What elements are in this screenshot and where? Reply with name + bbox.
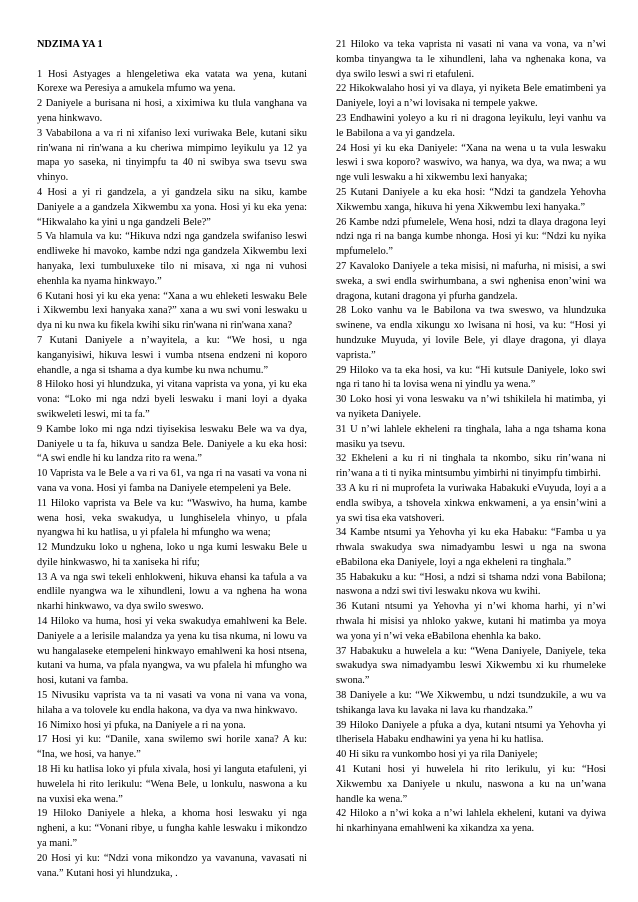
verse-paragraph: 32 Ekheleni a ku ri ni tinghala ta nkombo, siku rin’wana ni rin’wana a ti ti nyika mintsumbu yimbirhi ni tinyimpfu timbirhi.: [336, 453, 606, 480]
verse-paragraph: 16 Nimixo hosi yi pfuka, na Daniyele a ri na yona.: [37, 719, 246, 731]
verse-paragraph: 38 Daniyele a ku: “We Xikwembu, u ndzi tsundzukile, a wu va tshikanga lava ku lavaka ni lava ku rhandzaka.”: [336, 690, 606, 716]
verse-paragraph: 19 Hiloko Daniyele a hleka, a khoma hosi leswaku yi nga ngheni, a ku: “Vonani ribye, u fungha kahle leswaku i mikondzo ya mani.”: [37, 808, 307, 850]
verse-paragraph: 17 Hosi yi ku: “Danile, xana swilemo swi horile xana? A ku: “Ina, we hosi, va hanye.”: [37, 734, 307, 761]
verse-paragraph: 33 A ku ri ni muprofeta la vuriwaka Habakuki eVuyuda, loyi a a endla swibya, a tshovela xinkwa enkwameni, a ya ensin’wini a ya swi tisa eka vatshoveri.: [336, 482, 606, 524]
verse-paragraph: 1 Hosi Astyages a hlengeletiwa eka vatata wa yena, kutani Korexe wa Peresiya a amukela mfumo wa yena.: [37, 68, 307, 95]
two-column-layout: [37, 38, 606, 881]
verse-paragraph: 4 Hosi a yi ri gandzela, a yi gandzela siku na siku, kambe Daniyele a a gandzela Xikwembu xa yona. Hosi yi ku eka yena: “Hikwalaho ka yini u nga gandzeli Bele?”: [37, 186, 307, 228]
verse-paragraph: 14 Hiloko va huma, hosi yi veka swakudya emahlweni ka Bele. Daniyele a a lerisile malandza ya yena ku tisa nkuma, ni lowu va wu hangalaseke etempeleni hinkwayo emahlweni ka hosi ntsena, kutani va huma, va pfala nyangwa, va wu pfalela hi mfungho wa hosi, kutani va famba.: [37, 616, 307, 687]
verse-paragraph: 22 Hikokwalaho hosi yi va dlaya, yi nyiketa Bele ematimbeni ya Daniyele, loyi a n’wi lovisaka ni tempele yakwe.: [336, 83, 606, 110]
verse-paragraph: 34 Kambe ntsumi ya Yehovha yi ku eka Habaku: “Famba u ya rhwala swakudya swa nimadyambu leswi u nga na swona eBabilona eka Daniyele, loyi a nga ekheleni ra tinghala.”: [336, 527, 606, 568]
verse-paragraph: 7 Kutani Daniyele a n’wayitela, a ku: “We hosi, u nga kanganyisiwi, hikuva leswi i vumba ntsena endzeni ni koporo ehandle, a nga si tshama a dya kumbe ku nwa nchumu.”: [37, 334, 307, 376]
verse-paragraph: 12 Mundzuku loko u nghena, loko u nga kumi leswaku Bele u dyile hinkwaswo, hi ta xaniseka hi rifu;: [37, 542, 307, 568]
verse-paragraph: 5 Va hlamula va ku: “Hikuva ndzi nga gandzela swifaniso leswi endliweke hi mavoko, kambe ndzi nga gandzela Xikwembu lexi hanyaka, lexi tumbuluxeke tilo ni misava, xi nga ni vuhosi ehenhla ka nyama hinkwayo.”: [37, 231, 307, 287]
chapter-title: NDZIMA YA 1: [37, 39, 103, 50]
verse-paragraph: 31 U n’wi lahlele ekheleni ra tinghala, laha a nga tshama kona masiku ya tsevu.: [336, 423, 606, 450]
verse-paragraph: 3 Vababilona a va ri ni xifaniso lexi vuriwaka Bele, kutani siku rin'wana ni rin'wana a ku cheriwa mimpimo leyikulu ya 12 ya mapa yo saseka, ni tinyimpfu ta 40 ni swibya swa tsevu swa vhinyo.: [37, 127, 307, 184]
verse-paragraph: 25 Kutani Daniyele a ku eka hosi: “Ndzi ta gandzela Yehovha Xikwembu xanga, hikuva hi yena Xikwembu lexi hanyaka.”: [336, 186, 606, 213]
verse-paragraph: 18 Hi ku hatlisa loko yi pfula xivala, hosi yi languta etafuleni, yi huwelela hi rito lerikulu: “Wena Bele, u lonkulu, naswona a ku na vuxisi eka wena.”: [37, 764, 307, 805]
verse-paragraph: 27 Kavaloko Daniyele a teka misisi, ni mafurha, ni misisi, a swi sweka, a swi endla swirhumbana, a swi nghenisa enon’wini wa dragona, kutani dragona yi pfurha gandzela.: [336, 260, 606, 302]
verse-paragraph: 36 Kutani ntsumi ya Yehovha yi n’wi khoma harhi, yi n’wi rhwala hi misisi ya nhloko yakwe, kutani hi matimba ya moya wa yona yi n’wi veka eBabilona ehenhla ka bako.: [336, 601, 606, 642]
verse-paragraph: 35 Habakuku a ku: “Hosi, a ndzi si tshama ndzi vona Babilona; naswona a ndzi swi tivi leswaku nkova wu kwihi.: [336, 571, 606, 598]
verse-paragraph: 41 Kutani hosi yi huwelela hi rito lerikulu, yi ku: “Hosi Xikwembu xa Daniyele u nkulu, naswona a ku na un’wana handle ka wena.”: [336, 764, 606, 805]
verse-paragraph: 30 Loko hosi yi vona leswaku va n’wi tshikilela hi matimba, yi va nyiketa Daniyele.: [336, 394, 606, 420]
verse-paragraph: 42 Hiloko a n’wi koka a n’wi lahlela ekheleni, kutani va dyiwa hi nkarhinyana emahlweni ka xikandza xa yena.: [336, 808, 606, 835]
verse-paragraph: 26 Kambe ndzi pfumelele, Wena hosi, ndzi ta dlaya dragona leyi ndzi nga ri na banga kumbe nhonga. Hosi yi ku: “Ndzi ku nyika mpfumelelo.”: [336, 216, 606, 258]
verse-paragraph: 40 Hi siku ra vunkombo hosi yi ya rila Daniyele;: [336, 749, 538, 761]
verse-paragraph: 8 Hiloko hosi yi hlundzuka, yi vitana vaprista va yona, yi ku eka vona: “Loko mi nga ndzi byeli leswaku i mani loyi a dyaka swikweleti leswi, mi ta fa.”: [37, 379, 307, 420]
verse-paragraph: 39 Hiloko Daniyele a pfuka a dya, kutani ntsumi ya Yehovha yi tlherisela Habaku endhawini ya yena hi ku hatlisa.: [336, 719, 606, 746]
verse-paragraph: 28 Loko vanhu va le Babilona va twa sweswo, va hlundzuka swinene, va endla xikungu xo lwisana ni hosi, va ku: “Hosi yi hundzuke Muyuda, yi lovile Bele, yi dlaye dragona, yi dlaya vaprista.”: [336, 305, 606, 361]
verse-paragraph: 2 Daniyele a burisana ni hosi, a xiximiwa ku tlula vanghana va yena hinkwavo.: [37, 98, 307, 124]
verse-paragraph: 6 Kutani hosi yi ku eka yena: “Xana a wu ehleketi leswaku Bele i Xikwembu lexi hanyaka xana?” xana a wu swi voni leswaku u dya ni ku nwa ku fikela kwihi siku rin'wana ni rin'wana xana?: [37, 290, 307, 332]
verse-paragraph: 20 Hosi yi ku: “Ndzi vona mikondzo ya vavanuna, vavasati ni vana.” Kutani hosi yi hlundzuka, .: [37, 852, 307, 879]
verse-paragraph: 29 Hiloko va ta eka hosi, va ku: “Hi kutsule Daniyele, loko swi nga ri tano hi ta lovisa wena ni yindlu ya wena.”: [336, 364, 606, 391]
right-column: [336, 38, 606, 881]
verse-paragraph: 21 Hiloko va teka vaprista ni vasati ni vana va vona, va n’wi komba tinyangwa ta le xihundleni, laha va nghenaka kona, va dya swilo leswi a swi ri etafuleni.: [336, 39, 606, 80]
verse-paragraph: 23 Endhawini yoleyo a ku ri ni dragona leyikulu, leyi vanhu va le Babilona a va yi gandzela.: [336, 112, 606, 139]
verse-paragraph: 13 A va nga swi tekeli enhlokweni, hikuva ehansi ka tafula a va endlile nyangwa wa le xihundleni, lowu a va nghena ha wona nkarhi hinkwawo, va dya swilo sweswo.: [37, 571, 307, 613]
left-column: [37, 38, 307, 881]
verse-paragraph: 11 Hiloko vaprista va Bele va ku: “Waswivo, ha huma, kambe wena hosi, veka swakudya, u lunghiselela vhinyo, u pfala nyangwa hi ku hatlisa, u yi pfalela hi mfungho wa wena;: [37, 497, 307, 539]
verse-paragraph: 10 Vaprista va le Bele a va ri va 61, va nga ri na vasati va vona ni vana va vona. Hosi yi famba na Daniyele etempeleni ya Bele.: [37, 468, 307, 494]
verse-paragraph: 9 Kambe loko mi nga ndzi tiyisekisa leswaku Bele wa va dya, Daniyele u ta fa, hikuva u sandza Bele. Daniyele a ku eka hosi: “A swi endle hi ku landza rito ra wena.”: [37, 423, 307, 465]
verse-paragraph: 24 Hosi yi ku eka Daniyele: “Xana na wena u ta vula leswaku leswi i swa koporo? waswivo, wa hanya, wa dya, wa nwa; a wu nge vuli leswaku a hi xikwembu lexi hanyaka;: [336, 142, 606, 184]
verse-paragraph: 37 Habakuku a huwelela a ku: “Wena Daniyele, Daniyele, teka swakudya swa nimadyambu leswi Xikwembu xi ku rhumeleke swona.”: [336, 645, 606, 687]
verse-paragraph: 15 Nivusiku vaprista va ta ni vasati va vona ni vana va vona, hilaha a va tolovele ku endla hakona, va dya va nwa hinkwavo.: [37, 690, 307, 716]
